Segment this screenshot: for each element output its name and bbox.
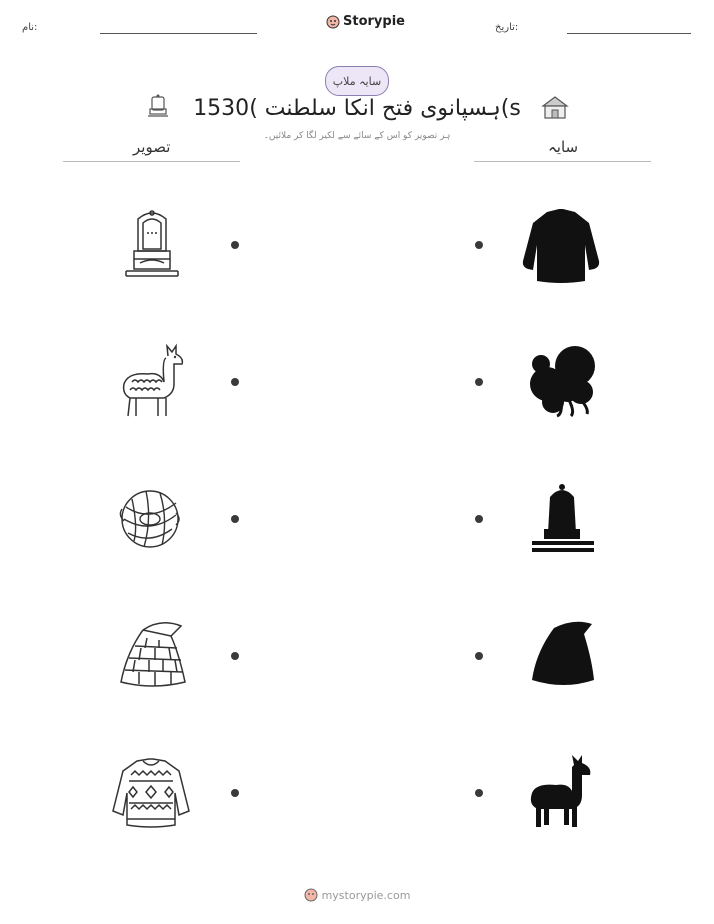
brand-mark-icon	[304, 888, 318, 902]
right-connector-dot-3[interactable]	[475, 515, 483, 523]
name-label: نام:	[22, 22, 38, 33]
left-connector-dot-2[interactable]	[231, 378, 239, 386]
llama-drawing	[114, 342, 194, 422]
left-column-heading: تصویر	[133, 138, 171, 156]
left-connector-dot-5[interactable]	[231, 789, 239, 797]
instructions: ہر تصویر کو اس کے سائے سے لکیر لگا کر ملائیں۔	[263, 131, 451, 141]
brand-mark-icon	[326, 15, 340, 29]
right-column-heading: سایہ	[548, 138, 579, 156]
worksheet-type-badge: سایہ ملاپ	[325, 66, 389, 96]
left-connector-dot-4[interactable]	[231, 652, 239, 660]
right-connector-dot-2[interactable]	[475, 378, 483, 386]
brand-name: Storypie	[343, 14, 405, 29]
left-connector-dot-3[interactable]	[231, 515, 239, 523]
left-connector-dot-1[interactable]	[231, 241, 239, 249]
igloo-drawing	[113, 616, 193, 696]
right-connector-dot-1[interactable]	[475, 241, 483, 249]
name-line[interactable]	[100, 33, 257, 34]
left-column-rule	[63, 161, 240, 162]
brand-logo	[326, 14, 405, 29]
right-column-rule	[474, 161, 651, 162]
sweater-silhouette	[521, 205, 601, 285]
footer	[0, 888, 714, 902]
yarn-drawing	[110, 479, 190, 559]
footer-url[interactable]: mystorypie.com	[321, 888, 411, 902]
llama-silhouette	[522, 753, 602, 833]
igloo-silhouette	[524, 616, 604, 696]
date-line[interactable]	[567, 33, 691, 34]
page-title: ہسپانوی فتح انکا سلطنت )1530(s	[193, 96, 521, 121]
right-connector-dot-5[interactable]	[475, 789, 483, 797]
throne-drawing	[112, 205, 192, 285]
right-connector-dot-4[interactable]	[475, 652, 483, 660]
date-label: تاریخ:	[495, 22, 519, 33]
throne-silhouette	[522, 479, 602, 559]
yarn-silhouette	[523, 342, 603, 422]
house-icon	[540, 94, 570, 120]
sweater-drawing	[111, 753, 191, 833]
